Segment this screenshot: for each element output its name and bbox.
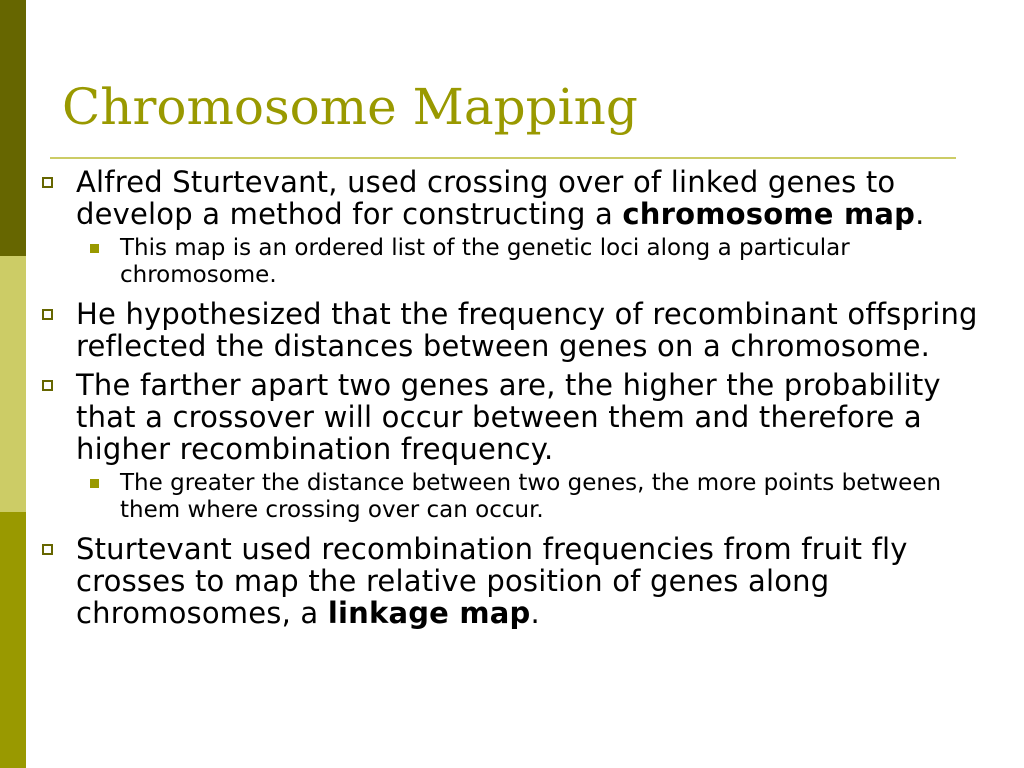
side-stripe-top: [0, 0, 26, 256]
bullet-item-1: [38, 166, 998, 230]
bullet-text-4: Sturtevant used recombination frequencies from fruit fly crosses to map the relative position of genes along chromosomes, a: [76, 532, 908, 630]
bullet-item-2: [38, 298, 998, 362]
square-bullet-icon: [42, 309, 53, 320]
side-stripe-bottom: [0, 512, 26, 768]
square-bullet-icon: [42, 177, 53, 188]
bullet-bold-linkage-map: linkage map: [327, 596, 531, 630]
sub-bullet-text-1: This map is an ordered list of the genetic loci along a particular chromosome.: [120, 235, 850, 288]
title-underline: [50, 157, 956, 159]
filled-square-bullet-icon: [90, 244, 99, 253]
side-stripe-middle: [0, 256, 26, 512]
bullet-tail-1: .: [915, 197, 925, 231]
slide-title: Chromosome Mapping: [62, 78, 638, 136]
bullet-tail-4: .: [530, 596, 540, 630]
square-bullet-icon: [42, 380, 53, 391]
filled-square-bullet-icon: [90, 479, 99, 488]
bullet-item-3: [38, 369, 998, 465]
sub-bullet-text-3: The greater the distance between two genes, the more points between them where crossing over can occur.: [120, 470, 942, 523]
bullet-bold-chromosome-map: chromosome map: [622, 197, 916, 231]
sub-bullet-item-1: [120, 235, 998, 289]
bullet-list: [38, 166, 998, 636]
bullet-text-2: He hypothesized that the frequency of recombinant offspring reflected the distances between genes on a chromosome.: [76, 297, 978, 363]
bullet-text-3: The farther apart two genes are, the higher the probability that a crossover will occur between them and therefore a higher recombination frequency.: [76, 368, 941, 466]
sub-bullet-item-3: [120, 470, 998, 524]
bullet-text-1: Alfred Sturtevant, used crossing over of linked genes to develop a method for constructing a: [76, 165, 896, 231]
bullet-item-4: [38, 533, 998, 629]
square-bullet-icon: [42, 544, 53, 555]
